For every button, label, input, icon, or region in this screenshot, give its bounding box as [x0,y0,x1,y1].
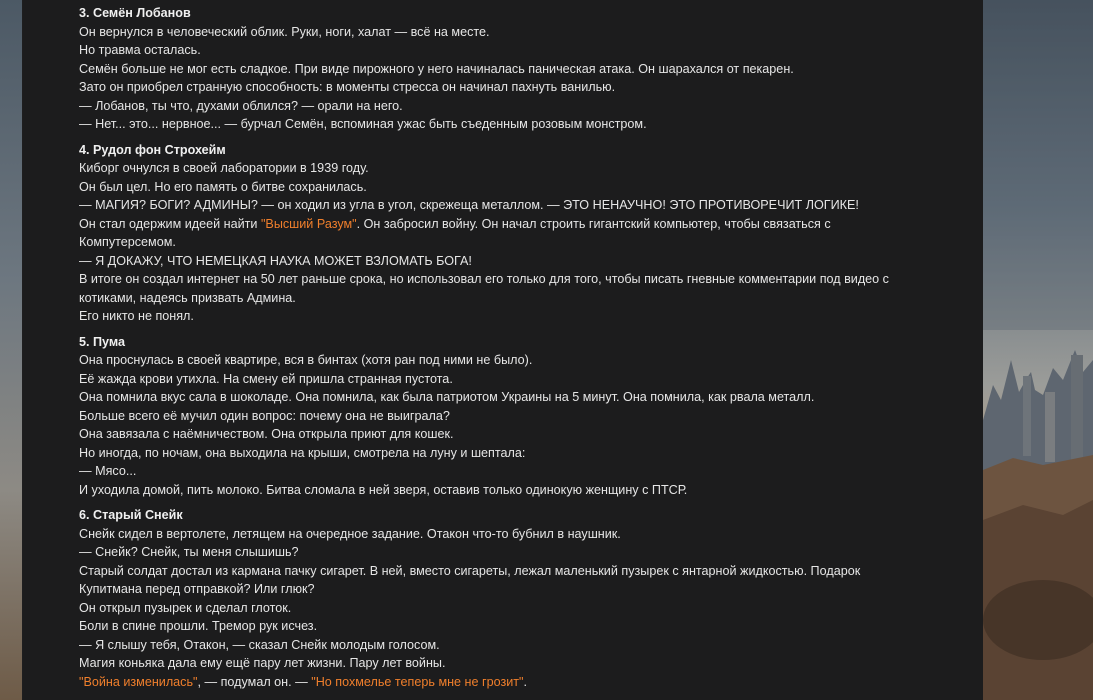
section-heading: 4. Рудол фон Строхейм [79,142,226,157]
paragraph-line: Зато он приобрел странную способность: в моменты стресса он начинал пахнуть ванилью. [79,80,616,94]
paragraph-line: — Нет... это... нервное... — бурчал Семён, вспоминая ужас быть съеденным розовым монстром. [79,117,647,131]
section-heading: 6. Старый Снейк [79,508,183,522]
paragraph-line: Он вернулся в человеческий облик. Руки, ноги, халат — всё на месте. [79,24,490,39]
paragraph-line: — Снейк? Снейк, ты меня слышишь? [79,545,299,559]
paragraph-line: Но травма осталась. [79,43,201,57]
paragraph-line-final [79,673,959,692]
text-span: . [523,674,528,689]
paragraph-line: Он был цел. Но его память о битве сохранилась. [79,179,367,194]
paragraph-line: Она помнила вкус сала в шоколаде. Она помнила, как была патриотом Украины на 5 минут. Она помнила, как рвала металл. [79,390,815,404]
paragraph-line: Боли в спине прошли. Тремор рук исчез. [79,619,318,633]
story-article [79,4,959,698]
paragraph-line: — Мясо... [79,464,137,478]
text-span: , — подумал он. — [197,674,312,689]
highlighted-quote: "Война изменилась" [79,674,198,689]
paragraph-line: — Лобанов, ты что, духами облился? — орали на него. [79,98,403,113]
section-stroheim [79,141,959,326]
paragraph-line: Магия коньяка дала ему ещё пару лет жизни. Пару лет войны. [79,656,446,670]
content-panel [23,0,983,700]
ruins-illustration [983,0,1093,700]
background-landscape [983,0,1093,700]
background-left-edge [0,0,22,700]
paragraph-line: Её жажда крови утихла. На смену ей пришла странная пустота. [79,371,453,386]
paragraph-line: Он открыл пузырек и сделал глоток. [79,600,292,615]
paragraph-line: — МАГИЯ? БОГИ? АДМИНЫ? — он ходил из угла в угол, скрежеща металлом. — ЭТО НЕНАУЧНО! ЭТО ПРОТИВОРЕЧИТ ЛОГИКЕ! [79,198,859,212]
section-snake [79,506,959,691]
paragraph-line: Семён больше не мог есть сладкое. При виде пирожного у него начиналась паническая атака. Он шарахался от пекарен. [79,61,794,76]
paragraph-line: Киборг очнулся в своей лаборатории в 1939 году. [79,161,369,175]
section-puma [79,333,959,500]
highlighted-quote: "Высший Разум" [260,216,357,231]
highlighted-quote: "Но похмелье теперь мне не грозит" [311,674,524,689]
paragraph-line: Но иногда, по ночам, она выходила на крыши, смотрела на луну и шептала: [79,445,526,460]
section-heading: 3. Семён Лобанов [79,6,191,20]
paragraph-line: Старый солдат достал из кармана пачку сигарет. В ней, вместо сигареты, лежал маленький пузырек с янтарной жидкостью. Подарок [79,563,861,578]
paragraph-line: котиками, надеясь призвать Админа. [79,290,296,305]
paragraph-line: И уходила домой, пить молоко. Битва сломала в ней зверя, оставив только одинокую женщину с ПТСР. [79,482,688,497]
paragraph-line: Компутерсемом. [79,235,176,249]
paragraph-line: Купитмана перед отправкой? Или глюк? [79,582,315,596]
paragraph-line: В итоге он создал интернет на 50 лет раньше срока, но использовал его только для того, чтобы писать гневные комментарии под видео с [79,272,889,286]
paragraph-line: — Я слышу тебя, Отакон, — сказал Снейк молодым голосом. [79,637,440,652]
paragraph-line: Его никто не понял. [79,309,194,323]
section-lobanov [79,4,959,134]
paragraph-line: Снейк сидел в вертолете, летящем на очередное задание. Отакон что-то бубнил в наушник. [79,526,621,541]
text-span: . Он забросил войну. Он начал строить гигантский компьютер, чтобы связаться с [356,216,831,231]
section-heading: 5. Пума [79,334,126,349]
paragraph-line: Она проснулась в своей квартире, вся в бинтах (хотя ран под ними не было). [79,353,533,367]
paragraph-line-mixed [79,215,959,234]
paragraph-line: — Я ДОКАЖУ, ЧТО НЕМЕЦКАЯ НАУКА МОЖЕТ ВЗЛОМАТЬ БОГА! [79,253,472,268]
text-span: Он стал одержим идеей найти [79,216,261,231]
paragraph-line: Больше всего её мучил один вопрос: почему она не выиграла? [79,408,450,423]
paragraph-line: Она завязала с наёмничеством. Она открыла приют для кошек. [79,427,454,441]
